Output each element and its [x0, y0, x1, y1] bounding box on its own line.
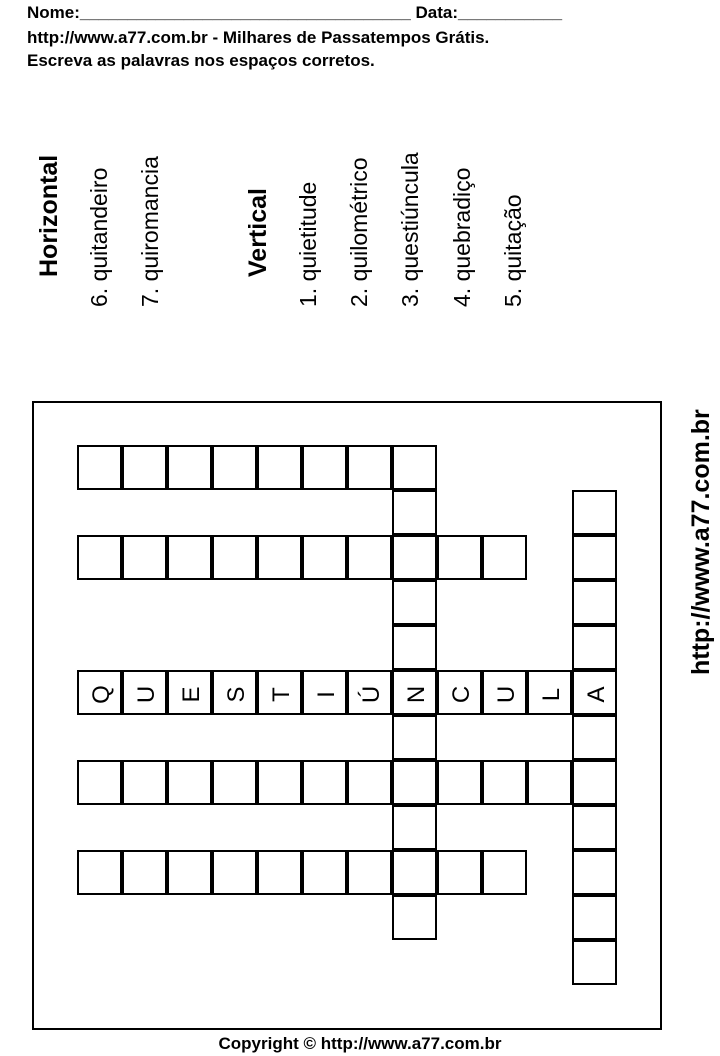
crossword-cell[interactable]: [167, 535, 212, 580]
crossword-cell[interactable]: [392, 670, 437, 715]
crossword-cell[interactable]: [572, 850, 617, 895]
crossword-cell[interactable]: [437, 850, 482, 895]
cell-letter: Ú: [357, 685, 385, 704]
crossword-cell[interactable]: [347, 535, 392, 580]
cell-letter: E: [177, 686, 205, 703]
vertical-clue-3: 3. questiúncula: [397, 152, 423, 307]
vertical-clue-5: 5. quitação: [500, 194, 526, 307]
crossword-cell[interactable]: [572, 715, 617, 760]
cell-letter: U: [132, 685, 160, 704]
side-url: http://www.a77.com.br: [687, 409, 715, 675]
crossword-cell[interactable]: [77, 760, 122, 805]
crossword-cell[interactable]: [167, 670, 212, 715]
name-date-line: Nome:___________________________________ Data:___________: [27, 3, 563, 22]
crossword-cell[interactable]: [167, 445, 212, 490]
crossword-cell[interactable]: [392, 445, 437, 490]
crossword-cell[interactable]: [302, 535, 347, 580]
cell-letter: I: [312, 691, 340, 698]
crossword-cell[interactable]: [167, 850, 212, 895]
crossword-cell[interactable]: [347, 850, 392, 895]
instructions: Escreva as palavras nos espaços corretos.: [27, 51, 375, 70]
crossword-cell[interactable]: [77, 670, 122, 715]
crossword-cell[interactable]: [572, 805, 617, 850]
crossword-cell[interactable]: [122, 850, 167, 895]
crossword-cell[interactable]: [302, 670, 347, 715]
crossword-cell[interactable]: [572, 940, 617, 985]
crossword-cell[interactable]: [482, 535, 527, 580]
crossword-cell[interactable]: [572, 580, 617, 625]
crossword-cell[interactable]: [212, 445, 257, 490]
crossword-cell[interactable]: [212, 760, 257, 805]
crossword-cell[interactable]: [482, 850, 527, 895]
crossword-cell[interactable]: [257, 535, 302, 580]
cell-letter: S: [222, 686, 250, 703]
crossword-cell[interactable]: [392, 760, 437, 805]
cell-letter: C: [447, 685, 475, 704]
crossword-cell[interactable]: [212, 850, 257, 895]
cell-letter: A: [582, 686, 610, 703]
crossword-cell[interactable]: [347, 445, 392, 490]
crossword-cell[interactable]: [77, 535, 122, 580]
crossword-cell[interactable]: [212, 535, 257, 580]
crossword-cell[interactable]: [122, 670, 167, 715]
horizontal-clue-6: 6. quitandeiro: [86, 167, 112, 307]
crossword-cell[interactable]: [572, 895, 617, 940]
crossword-cell[interactable]: [212, 670, 257, 715]
crossword-cell[interactable]: [257, 445, 302, 490]
crossword-cell[interactable]: [527, 670, 572, 715]
crossword-cell[interactable]: [167, 760, 212, 805]
crossword-cell[interactable]: [302, 760, 347, 805]
crossword-cell[interactable]: [392, 850, 437, 895]
crossword-cell[interactable]: [437, 760, 482, 805]
crossword-cell[interactable]: [437, 670, 482, 715]
crossword-cell[interactable]: [257, 850, 302, 895]
crossword-cell[interactable]: [572, 670, 617, 715]
crossword-cell[interactable]: [527, 760, 572, 805]
crossword-cell[interactable]: [437, 535, 482, 580]
crossword-cell[interactable]: [392, 580, 437, 625]
crossword-cell[interactable]: [302, 850, 347, 895]
crossword-cell[interactable]: [77, 850, 122, 895]
crossword-cell[interactable]: [77, 445, 122, 490]
crossword-cell[interactable]: [572, 760, 617, 805]
vertical-title: Vertical: [244, 188, 272, 277]
crossword-cell[interactable]: [482, 670, 527, 715]
crossword-cell[interactable]: [572, 490, 617, 535]
vertical-clue-2: 2. quilométrico: [346, 157, 372, 307]
crossword-cell[interactable]: [482, 760, 527, 805]
crossword-cell[interactable]: [347, 670, 392, 715]
crossword-cell[interactable]: [122, 760, 167, 805]
cell-letter: L: [537, 687, 565, 702]
cell-letter: Q: [87, 685, 115, 704]
site-line: http://www.a77.com.br - Milhares de Passatempos Grátis.: [27, 28, 490, 47]
crossword-cell[interactable]: [257, 670, 302, 715]
cell-letter: U: [492, 685, 520, 704]
crossword-cell[interactable]: [122, 445, 167, 490]
crossword-cell[interactable]: [392, 535, 437, 580]
vertical-clue-1: 1. quietitude: [295, 181, 321, 307]
crossword-cell[interactable]: [392, 805, 437, 850]
horizontal-clue-7: 7. quiromancia: [137, 156, 163, 307]
cell-letter: N: [402, 685, 430, 704]
cell-letter: T: [267, 687, 295, 702]
copyright: Copyright © http://www.a77.com.br: [218, 1034, 502, 1053]
crossword-cell[interactable]: [392, 715, 437, 760]
crossword-cell[interactable]: [257, 760, 302, 805]
vertical-clue-4: 4. quebradiço: [449, 167, 475, 307]
crossword-cell[interactable]: [392, 490, 437, 535]
crossword-cell[interactable]: [392, 625, 437, 670]
crossword-cell[interactable]: [572, 625, 617, 670]
crossword-cell[interactable]: [392, 895, 437, 940]
crossword-cell[interactable]: [302, 445, 347, 490]
horizontal-title: Horizontal: [35, 154, 63, 277]
crossword-cell[interactable]: [572, 535, 617, 580]
crossword-cell[interactable]: [347, 760, 392, 805]
crossword-cell[interactable]: [122, 535, 167, 580]
